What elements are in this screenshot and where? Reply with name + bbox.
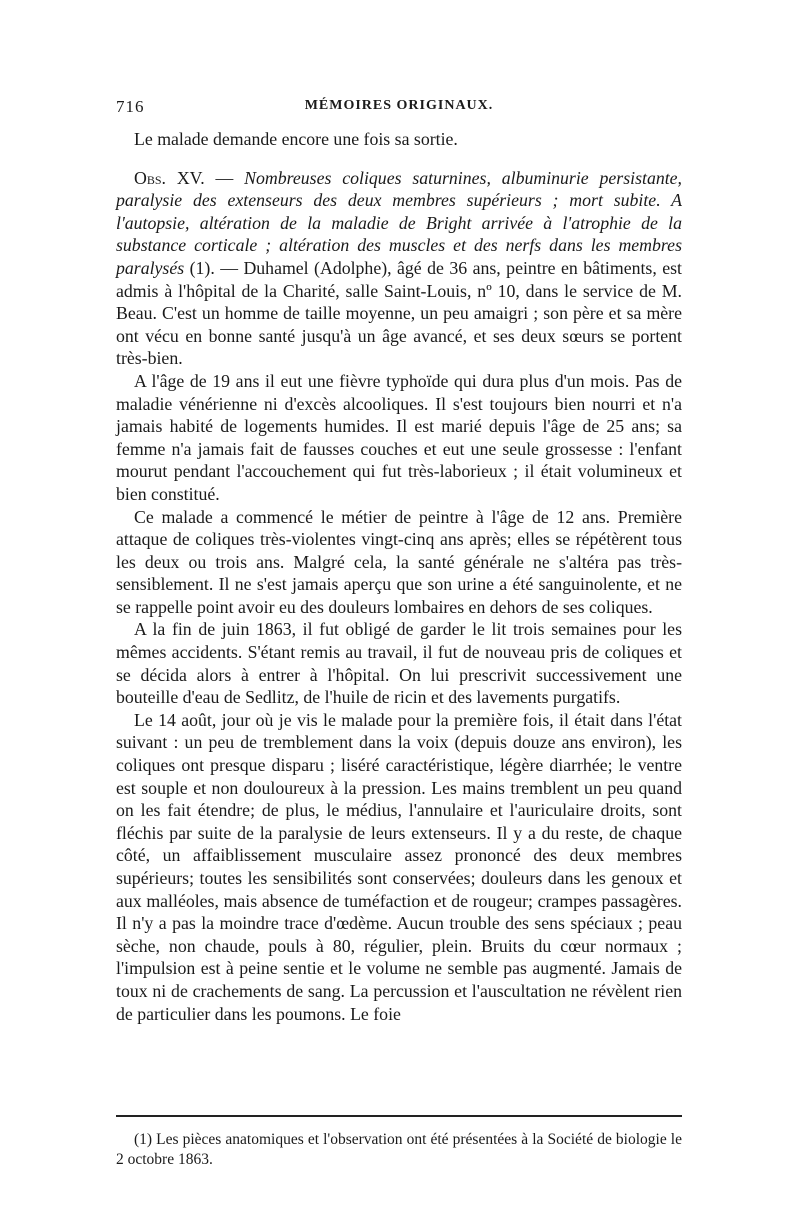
footnote-text: (1) Les pièces anatomiques et l'observation ont été présentées à la Société de biologie le 2 octobre 1863. <box>116 1131 682 1168</box>
paragraph-5: Le 14 août, jour où je vis le malade pour la première fois, il était dans l'état suivant : un peu de tremblement dans la voix (depuis douze ans environ), les coliques ont presque disparu ; liséré caractéristique, légère diarrhée; le ventre est souple et non douloureux à la pression. Les mains tremblent un peu quand on les fait étendre; de plus, le médius, l'annulaire et l'auriculaire droits, sont fléchis par suite de la paralysie de leurs extenseurs. Il y a du reste, de chaque côté, un affaiblissement musculaire assez prononcé des deux membres supérieurs; toutes les sensibilités sont conservées; douleurs dans les genoux et aux malléoles, mais absence de tuméfaction et de rougeur; crampes passagères. Il n'y a pas la moindre trace d'œdème. Aucun trouble des sens spéciaux ; peau sèche, non chaude, pouls à 80, régulier, plein. Bruits du cœur normaux ; l'impulsion est à peine sentie et le volume ne semble pas augmenté. Jamais de toux ni de crachements de sang. La percussion et l'auscultation ne révèlent rien de particulier dans les poumons. Le foie <box>116 709 682 1024</box>
paragraph-4: A la fin de juin 1863, il fut obligé de garder le lit trois semaines pour les mêmes accidents. S'étant remis au travail, il fut de nouveau pris de coliques et se décida alors à entrer à l'hôpital. On lui prescrivit successivement une bouteille d'eau de Sedlitz, de l'huile de ricin et des lavements purgatifs. <box>116 619 682 708</box>
footnote <box>116 1130 682 1170</box>
paragraph-0: Le malade demande encore une fois sa sortie. <box>134 129 458 149</box>
observation-label: Obs. XV. <box>134 167 205 188</box>
main-text <box>116 128 682 1025</box>
paragraph-3: Ce malade a commencé le métier de peintre à l'âge de 12 ans. Première attaque de coliques très-violentes vingt-cinq ans après; elles se répétèrent tous les deux ou trois ans. Malgré cela, la santé générale ne s'altéra pas très-sensiblement. Il ne s'est jamais aperçu que son urine a été sanguinolente, et ne se rappelle point avoir eu des douleurs lombaires en dehors de ses coliques. <box>116 506 682 617</box>
paragraph-2: A l'âge de 19 ans il eut une fièvre typhoïde qui dura plus d'un mois. Pas de maladie vénérienne ni d'excès alcooliques. Il s'est toujours bien nourri et n'a jamais habité de logements humides. Il est marié depuis l'âge de 25 ans; sa femme n'a jamais fait de fausses couches et eut une seule grossesse : l'enfant mourut pendant l'accouchement qui fut très-laborieux ; il était volumineux et bien constitué. <box>116 370 682 504</box>
footnote-rule <box>116 1115 682 1117</box>
page-number: 716 <box>116 97 145 116</box>
page-header <box>116 97 682 123</box>
paragraph-observation-xv <box>116 167 682 370</box>
observation-title: Nombreuses coliques saturnines, albuminurie persistante, paralysie des extenseurs des deux membres supérieurs ; mort subite. A l'autopsie, altération de la maladie de Bright arrivée à l'atrophie de la substance corticale ; altération des muscles et des nerfs dans les membres paralysés <box>116 167 682 278</box>
observation-dash: — <box>204 167 245 188</box>
observation-text: (1). — Duhamel (Adolphe), âgé de 36 ans, peintre en bâtiments, est admis à l'hôpital de la Charité, salle Saint-Louis, nº 10, dans le service de M. Beau. C'est un homme de taille moyenne, un peu amaigri ; son père et sa mère ont vécu en bonne santé jusqu'à un âge avancé, et ses deux sœurs se portent très-bien. <box>116 257 682 369</box>
running-title: MÉMOIRES ORIGINAUX. <box>304 98 494 113</box>
